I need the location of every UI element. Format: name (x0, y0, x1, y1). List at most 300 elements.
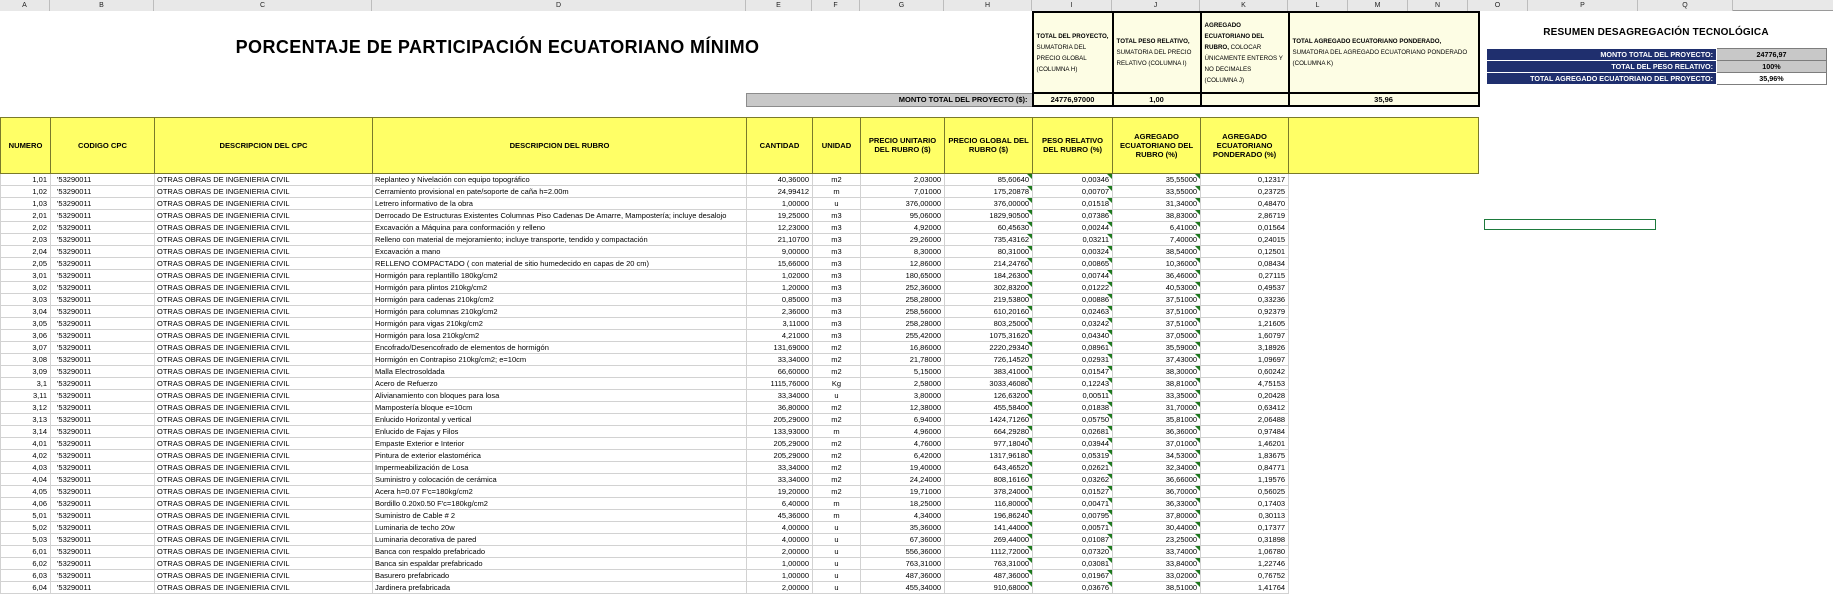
cell-numero[interactable]: 5,02 (1, 521, 51, 533)
cell-codigo-cpc[interactable]: '53290011 (51, 425, 155, 437)
table-row[interactable] (1, 389, 1479, 401)
table-row[interactable] (1, 557, 1479, 569)
cell-peso-relativo[interactable]: 0,00707 (1033, 185, 1113, 197)
cell-peso-relativo[interactable]: 0,12243 (1033, 377, 1113, 389)
cell-precio-unitario[interactable]: 487,36000 (861, 569, 945, 581)
cell-descripcion-cpc[interactable]: OTRAS OBRAS DE INGENIERIA CIVIL (155, 269, 373, 281)
table-row[interactable] (1, 377, 1479, 389)
table-row[interactable] (1, 293, 1479, 305)
cell-codigo-cpc[interactable]: '53290011 (51, 473, 155, 485)
cell-unidad[interactable]: m2 (813, 473, 861, 485)
cell-numero[interactable]: 4,03 (1, 461, 51, 473)
cell-agregado-ponderado[interactable]: 0,12317 (1201, 173, 1289, 185)
cell-agregado-rubro[interactable]: 36,70000 (1113, 485, 1201, 497)
active-cell-selection[interactable] (1484, 219, 1656, 230)
cell-descripcion-cpc[interactable]: OTRAS OBRAS DE INGENIERIA CIVIL (155, 257, 373, 269)
cell-agregado-ponderado[interactable]: 0,30113 (1201, 509, 1289, 521)
cell-codigo-cpc[interactable]: '53290011 (51, 401, 155, 413)
cell-precio-unitario[interactable]: 4,34000 (861, 509, 945, 521)
cell-agregado-ponderado[interactable]: 0,33236 (1201, 293, 1289, 305)
cell-cantidad[interactable]: 205,29000 (747, 437, 813, 449)
cell-codigo-cpc[interactable]: '53290011 (51, 545, 155, 557)
cell-peso-relativo[interactable]: 0,00511 (1033, 389, 1113, 401)
cell-descripcion-rubro[interactable]: Derrocado De Estructuras Existentes Columnas Piso Cadenas De Amarre, Mampostería; incluye desalojo (373, 209, 747, 221)
cell-agregado-ponderado[interactable]: 4,75153 (1201, 377, 1289, 389)
column-header-O[interactable]: O (1468, 0, 1528, 11)
cell-precio-unitario[interactable]: 7,01000 (861, 185, 945, 197)
cell-cantidad[interactable]: 1,20000 (747, 281, 813, 293)
cell-numero[interactable]: 3,02 (1, 281, 51, 293)
cell-descripcion-rubro[interactable]: Encofrado/Desencofrado de elementos de hormigón (373, 341, 747, 353)
table-row[interactable] (1, 269, 1479, 281)
table-row[interactable] (1, 221, 1479, 233)
cell-descripcion-cpc[interactable]: OTRAS OBRAS DE INGENIERIA CIVIL (155, 233, 373, 245)
column-header-L[interactable]: L (1288, 0, 1348, 11)
cell-unidad[interactable]: m3 (813, 317, 861, 329)
cell-precio-unitario[interactable]: 12,38000 (861, 401, 945, 413)
cell-numero[interactable]: 6,01 (1, 545, 51, 557)
cell-numero[interactable]: 2,04 (1, 245, 51, 257)
cell-numero[interactable]: 2,03 (1, 233, 51, 245)
cell-agregado-rubro[interactable]: 33,74000 (1113, 545, 1201, 557)
cell-cantidad[interactable]: 33,34000 (747, 389, 813, 401)
table-row[interactable] (1, 341, 1479, 353)
cell-descripcion-cpc[interactable]: OTRAS OBRAS DE INGENIERIA CIVIL (155, 485, 373, 497)
cell-codigo-cpc[interactable]: '53290011 (51, 305, 155, 317)
cell-precio-unitario[interactable]: 19,40000 (861, 461, 945, 473)
table-row[interactable] (1, 521, 1479, 533)
cell-precio-global[interactable]: 1829,90500 (945, 209, 1033, 221)
cell-precio-global[interactable]: 184,26300 (945, 269, 1033, 281)
cell-codigo-cpc[interactable]: '53290011 (51, 341, 155, 353)
column-header-H[interactable]: H (944, 0, 1032, 11)
cell-agregado-ponderado[interactable]: 1,09697 (1201, 353, 1289, 365)
table-row[interactable] (1, 533, 1479, 545)
cell-peso-relativo[interactable]: 0,05750 (1033, 413, 1113, 425)
cell-numero[interactable]: 3,14 (1, 425, 51, 437)
cell-peso-relativo[interactable]: 0,03262 (1033, 473, 1113, 485)
column-header-N[interactable]: N (1408, 0, 1468, 11)
cell-agregado-rubro[interactable]: 38,30000 (1113, 365, 1201, 377)
cell-cantidad[interactable]: 2,36000 (747, 305, 813, 317)
column-header-J[interactable]: J (1112, 0, 1200, 11)
cell-precio-unitario[interactable]: 4,96000 (861, 425, 945, 437)
cell-descripcion-cpc[interactable]: OTRAS OBRAS DE INGENIERIA CIVIL (155, 425, 373, 437)
table-row[interactable] (1, 401, 1479, 413)
cell-cantidad[interactable]: 131,69000 (747, 341, 813, 353)
cell-precio-global[interactable]: 977,18040 (945, 437, 1033, 449)
cell-precio-unitario[interactable]: 180,65000 (861, 269, 945, 281)
cell-agregado-rubro[interactable]: 36,46000 (1113, 269, 1201, 281)
cell-precio-global[interactable]: 1112,72000 (945, 545, 1033, 557)
table-row[interactable] (1, 473, 1479, 485)
cell-descripcion-rubro[interactable]: Hormigón para vigas 210kg/cm2 (373, 317, 747, 329)
cell-agregado-ponderado[interactable]: 1,19576 (1201, 473, 1289, 485)
cell-descripcion-rubro[interactable]: Relleno con material de mejoramiento; incluye transporte, tendido y compactación (373, 233, 747, 245)
cell-descripcion-rubro[interactable]: Empaste Exterior e Interior (373, 437, 747, 449)
cell-cantidad[interactable]: 66,60000 (747, 365, 813, 377)
cell-unidad[interactable]: m3 (813, 269, 861, 281)
cell-peso-relativo[interactable]: 0,00244 (1033, 221, 1113, 233)
cell-agregado-ponderado[interactable]: 0,48470 (1201, 197, 1289, 209)
cell-codigo-cpc[interactable]: '53290011 (51, 557, 155, 569)
cell-descripcion-rubro[interactable]: Suministro y colocación de cerámica (373, 473, 747, 485)
cell-cantidad[interactable]: 4,00000 (747, 521, 813, 533)
cell-numero[interactable]: 3,09 (1, 365, 51, 377)
column-header-I[interactable]: I (1032, 0, 1112, 11)
cell-agregado-ponderado[interactable]: 3,18926 (1201, 341, 1289, 353)
column-header-A[interactable]: A (0, 0, 50, 11)
band-total-proyecto[interactable]: 24776,97000 (1033, 93, 1113, 106)
cell-precio-unitario[interactable]: 95,06000 (861, 209, 945, 221)
summary-value[interactable]: 100% (1717, 61, 1827, 73)
cell-descripcion-cpc[interactable]: OTRAS OBRAS DE INGENIERIA CIVIL (155, 173, 373, 185)
cell-unidad[interactable]: m3 (813, 221, 861, 233)
cell-numero[interactable]: 3,1 (1, 377, 51, 389)
cell-peso-relativo[interactable]: 0,07386 (1033, 209, 1113, 221)
cell-numero[interactable]: 3,03 (1, 293, 51, 305)
cell-unidad[interactable]: u (813, 581, 861, 593)
cell-numero[interactable]: 6,03 (1, 569, 51, 581)
cell-unidad[interactable]: u (813, 197, 861, 209)
cell-agregado-ponderado[interactable]: 1,46201 (1201, 437, 1289, 449)
cell-descripcion-rubro[interactable]: Hormigón para cadenas 210kg/cm2 (373, 293, 747, 305)
cell-numero[interactable]: 2,05 (1, 257, 51, 269)
cell-numero[interactable]: 3,04 (1, 305, 51, 317)
cell-unidad[interactable]: m3 (813, 245, 861, 257)
cell-agregado-rubro[interactable]: 40,53000 (1113, 281, 1201, 293)
cell-descripcion-rubro[interactable]: Acero de Refuerzo (373, 377, 747, 389)
cell-peso-relativo[interactable]: 0,04340 (1033, 329, 1113, 341)
cell-descripcion-rubro[interactable]: Acera h=0.07 F'c=180kg/cm2 (373, 485, 747, 497)
cell-descripcion-cpc[interactable]: OTRAS OBRAS DE INGENIERIA CIVIL (155, 473, 373, 485)
cell-codigo-cpc[interactable]: '53290011 (51, 389, 155, 401)
band-peso-relativo[interactable]: 1,00 (1113, 93, 1201, 106)
cell-precio-global[interactable]: 808,16160 (945, 473, 1033, 485)
cell-descripcion-cpc[interactable]: OTRAS OBRAS DE INGENIERIA CIVIL (155, 521, 373, 533)
header-peso-relativo[interactable]: PESO RELATIVO DEL RUBRO (%) (1033, 117, 1113, 173)
cell-peso-relativo[interactable]: 0,05319 (1033, 449, 1113, 461)
cell-cantidad[interactable]: 36,80000 (747, 401, 813, 413)
cell-descripcion-cpc[interactable]: OTRAS OBRAS DE INGENIERIA CIVIL (155, 185, 373, 197)
cell-peso-relativo[interactable]: 0,01222 (1033, 281, 1113, 293)
cell-codigo-cpc[interactable]: '53290011 (51, 257, 155, 269)
header-numero[interactable]: NUMERO (1, 117, 51, 173)
table-row[interactable] (1, 545, 1479, 557)
cell-precio-global[interactable]: 80,31000 (945, 245, 1033, 257)
cell-agregado-rubro[interactable]: 30,44000 (1113, 521, 1201, 533)
cell-agregado-ponderado[interactable]: 1,41764 (1201, 581, 1289, 593)
cell-agregado-ponderado[interactable]: 0,23725 (1201, 185, 1289, 197)
cell-numero[interactable]: 1,03 (1, 197, 51, 209)
cell-agregado-rubro[interactable]: 37,01000 (1113, 437, 1201, 449)
cell-agregado-rubro[interactable]: 36,66000 (1113, 473, 1201, 485)
cell-agregado-ponderado[interactable]: 0,24015 (1201, 233, 1289, 245)
cell-precio-global[interactable]: 126,63200 (945, 389, 1033, 401)
cell-codigo-cpc[interactable]: '53290011 (51, 317, 155, 329)
cell-numero[interactable]: 3,07 (1, 341, 51, 353)
cell-precio-unitario[interactable]: 2,03000 (861, 173, 945, 185)
cell-descripcion-rubro[interactable]: Hormigón para columnas 210kg/cm2 (373, 305, 747, 317)
cell-precio-global[interactable]: 643,46520 (945, 461, 1033, 473)
cell-precio-unitario[interactable]: 6,94000 (861, 413, 945, 425)
cell-codigo-cpc[interactable]: '53290011 (51, 173, 155, 185)
cell-precio-unitario[interactable]: 3,80000 (861, 389, 945, 401)
cell-agregado-rubro[interactable]: 36,33000 (1113, 497, 1201, 509)
cell-agregado-ponderado[interactable]: 0,84771 (1201, 461, 1289, 473)
cell-codigo-cpc[interactable]: '53290011 (51, 533, 155, 545)
cell-precio-global[interactable]: 214,24760 (945, 257, 1033, 269)
table-row[interactable] (1, 233, 1479, 245)
header-precio-unitario[interactable]: PRECIO UNITARIO DEL RUBRO ($) (861, 117, 945, 173)
cell-precio-global[interactable]: 378,24000 (945, 485, 1033, 497)
cell-numero[interactable]: 3,11 (1, 389, 51, 401)
cell-unidad[interactable]: u (813, 569, 861, 581)
cell-agregado-rubro[interactable]: 33,02000 (1113, 569, 1201, 581)
table-row[interactable] (1, 185, 1479, 197)
cell-peso-relativo[interactable]: 0,01087 (1033, 533, 1113, 545)
cell-unidad[interactable]: m3 (813, 257, 861, 269)
cell-peso-relativo[interactable]: 0,02931 (1033, 353, 1113, 365)
table-row[interactable] (1, 305, 1479, 317)
cell-agregado-rubro[interactable]: 33,55000 (1113, 185, 1201, 197)
cell-cantidad[interactable]: 21,10700 (747, 233, 813, 245)
table-row[interactable] (1, 209, 1479, 221)
cell-descripcion-cpc[interactable]: OTRAS OBRAS DE INGENIERIA CIVIL (155, 293, 373, 305)
cell-descripcion-rubro[interactable]: Luminaria de techo 20w (373, 521, 747, 533)
column-header-Q[interactable]: Q (1638, 0, 1733, 11)
cell-agregado-ponderado[interactable]: 0,31898 (1201, 533, 1289, 545)
cell-peso-relativo[interactable]: 0,03081 (1033, 557, 1113, 569)
cell-unidad[interactable]: m2 (813, 449, 861, 461)
table-row[interactable] (1, 581, 1479, 593)
header-precio-global[interactable]: PRECIO GLOBAL DEL RUBRO ($) (945, 117, 1033, 173)
cell-cantidad[interactable]: 3,11000 (747, 317, 813, 329)
cell-descripcion-rubro[interactable]: Excavación a mano (373, 245, 747, 257)
cell-cantidad[interactable]: 24,99412 (747, 185, 813, 197)
cell-agregado-ponderado[interactable]: 1,22746 (1201, 557, 1289, 569)
cell-numero[interactable]: 1,02 (1, 185, 51, 197)
cell-agregado-rubro[interactable]: 23,25000 (1113, 533, 1201, 545)
cell-agregado-rubro[interactable]: 35,55000 (1113, 173, 1201, 185)
cell-precio-unitario[interactable]: 376,00000 (861, 197, 945, 209)
cell-codigo-cpc[interactable]: '53290011 (51, 365, 155, 377)
column-header-F[interactable]: F (812, 0, 860, 11)
cell-peso-relativo[interactable]: 0,01527 (1033, 485, 1113, 497)
cell-cantidad[interactable]: 4,00000 (747, 533, 813, 545)
cell-descripcion-cpc[interactable]: OTRAS OBRAS DE INGENIERIA CIVIL (155, 341, 373, 353)
cell-cantidad[interactable]: 4,21000 (747, 329, 813, 341)
cell-agregado-ponderado[interactable]: 1,21605 (1201, 317, 1289, 329)
table-row[interactable] (1, 245, 1479, 257)
cell-agregado-ponderado[interactable]: 0,76752 (1201, 569, 1289, 581)
cell-peso-relativo[interactable]: 0,01518 (1033, 197, 1113, 209)
cell-descripcion-cpc[interactable]: OTRAS OBRAS DE INGENIERIA CIVIL (155, 197, 373, 209)
cell-precio-unitario[interactable]: 556,36000 (861, 545, 945, 557)
cell-agregado-rubro[interactable]: 33,84000 (1113, 557, 1201, 569)
cell-unidad[interactable]: m3 (813, 281, 861, 293)
cell-agregado-ponderado[interactable]: 0,97484 (1201, 425, 1289, 437)
cell-peso-relativo[interactable]: 0,02681 (1033, 425, 1113, 437)
cell-cantidad[interactable]: 33,34000 (747, 473, 813, 485)
cell-precio-unitario[interactable]: 67,36000 (861, 533, 945, 545)
cell-descripcion-rubro[interactable]: Hormigón en Contrapiso 210kg/cm2; e=10cm (373, 353, 747, 365)
cell-cantidad[interactable]: 2,00000 (747, 581, 813, 593)
cell-unidad[interactable]: m2 (813, 173, 861, 185)
cell-numero[interactable]: 6,02 (1, 557, 51, 569)
cell-descripcion-cpc[interactable]: OTRAS OBRAS DE INGENIERIA CIVIL (155, 329, 373, 341)
column-header-G[interactable]: G (860, 0, 944, 11)
cell-unidad[interactable]: m2 (813, 353, 861, 365)
cell-cantidad[interactable]: 2,00000 (747, 545, 813, 557)
cell-agregado-ponderado[interactable]: 1,83675 (1201, 449, 1289, 461)
cell-agregado-rubro[interactable]: 10,36000 (1113, 257, 1201, 269)
cell-peso-relativo[interactable]: 0,07320 (1033, 545, 1113, 557)
cell-numero[interactable]: 2,02 (1, 221, 51, 233)
cell-descripcion-rubro[interactable]: Enlucido Horizontal y vertical (373, 413, 747, 425)
cell-agregado-rubro[interactable]: 35,59000 (1113, 341, 1201, 353)
cell-descripcion-rubro[interactable]: Hormigón para replantillo 180kg/cm2 (373, 269, 747, 281)
cell-numero[interactable]: 3,01 (1, 269, 51, 281)
cell-precio-global[interactable]: 269,44000 (945, 533, 1033, 545)
column-header-E[interactable]: E (746, 0, 812, 11)
cell-precio-global[interactable]: 141,44000 (945, 521, 1033, 533)
cell-codigo-cpc[interactable]: '53290011 (51, 245, 155, 257)
cell-agregado-ponderado[interactable]: 0,56025 (1201, 485, 1289, 497)
cell-numero[interactable]: 3,08 (1, 353, 51, 365)
cell-unidad[interactable]: m (813, 185, 861, 197)
cell-precio-global[interactable]: 383,41000 (945, 365, 1033, 377)
table-row[interactable] (1, 353, 1479, 365)
cell-unidad[interactable]: m (813, 497, 861, 509)
cell-precio-unitario[interactable]: 5,15000 (861, 365, 945, 377)
column-header-P[interactable]: P (1528, 0, 1638, 11)
cell-numero[interactable]: 4,06 (1, 497, 51, 509)
cell-codigo-cpc[interactable]: '53290011 (51, 377, 155, 389)
header-unidad[interactable]: UNIDAD (813, 117, 861, 173)
cell-descripcion-cpc[interactable]: OTRAS OBRAS DE INGENIERIA CIVIL (155, 305, 373, 317)
cell-descripcion-rubro[interactable]: RELLENO COMPACTADO ( con material de sitio humedecido en capas de 20 cm) (373, 257, 747, 269)
cell-peso-relativo[interactable]: 0,00346 (1033, 173, 1113, 185)
cell-precio-global[interactable]: 910,68000 (945, 581, 1033, 593)
cell-precio-unitario[interactable]: 16,86000 (861, 341, 945, 353)
cell-descripcion-rubro[interactable]: Malla Electrosoldada (373, 365, 747, 377)
cell-precio-global[interactable]: 3033,46080 (945, 377, 1033, 389)
cell-descripcion-cpc[interactable]: OTRAS OBRAS DE INGENIERIA CIVIL (155, 353, 373, 365)
cell-peso-relativo[interactable]: 0,01547 (1033, 365, 1113, 377)
cell-precio-global[interactable]: 1075,31620 (945, 329, 1033, 341)
table-row[interactable] (1, 197, 1479, 209)
summary-value[interactable]: 35,96% (1717, 73, 1827, 85)
summary-value[interactable]: 24776,97 (1717, 49, 1827, 61)
table-row[interactable] (1, 449, 1479, 461)
table-row[interactable] (1, 173, 1479, 185)
cell-codigo-cpc[interactable]: '53290011 (51, 329, 155, 341)
cell-numero[interactable]: 2,01 (1, 209, 51, 221)
cell-descripcion-rubro[interactable]: Hormigón para losa 210kg/cm2 (373, 329, 747, 341)
cell-cantidad[interactable]: 1,00000 (747, 569, 813, 581)
cell-agregado-rubro[interactable]: 37,51000 (1113, 293, 1201, 305)
cell-codigo-cpc[interactable]: '53290011 (51, 269, 155, 281)
cell-peso-relativo[interactable]: 0,01838 (1033, 401, 1113, 413)
cell-agregado-ponderado[interactable]: 2,86719 (1201, 209, 1289, 221)
cell-numero[interactable]: 5,01 (1, 509, 51, 521)
cell-unidad[interactable]: m2 (813, 365, 861, 377)
cell-peso-relativo[interactable]: 0,02463 (1033, 305, 1113, 317)
cell-codigo-cpc[interactable]: '53290011 (51, 209, 155, 221)
cell-descripcion-cpc[interactable]: OTRAS OBRAS DE INGENIERIA CIVIL (155, 437, 373, 449)
cell-unidad[interactable]: u (813, 533, 861, 545)
cell-precio-unitario[interactable]: 35,36000 (861, 521, 945, 533)
cell-cantidad[interactable]: 33,34000 (747, 461, 813, 473)
cell-agregado-rubro[interactable]: 38,54000 (1113, 245, 1201, 257)
cell-descripcion-cpc[interactable]: OTRAS OBRAS DE INGENIERIA CIVIL (155, 569, 373, 581)
cell-agregado-ponderado[interactable]: 0,92379 (1201, 305, 1289, 317)
cell-descripcion-rubro[interactable]: Excavación a Máquina para conformación y relleno (373, 221, 747, 233)
cell-precio-unitario[interactable]: 29,26000 (861, 233, 945, 245)
cell-cantidad[interactable]: 0,85000 (747, 293, 813, 305)
cell-descripcion-cpc[interactable]: OTRAS OBRAS DE INGENIERIA CIVIL (155, 377, 373, 389)
cell-precio-global[interactable]: 1424,71260 (945, 413, 1033, 425)
cell-peso-relativo[interactable]: 0,00865 (1033, 257, 1113, 269)
cell-precio-global[interactable]: 116,80000 (945, 497, 1033, 509)
cell-descripcion-cpc[interactable]: OTRAS OBRAS DE INGENIERIA CIVIL (155, 581, 373, 593)
cell-precio-global[interactable]: 196,86240 (945, 509, 1033, 521)
cell-precio-unitario[interactable]: 4,76000 (861, 437, 945, 449)
cell-descripcion-rubro[interactable]: Letrero informativo de la obra (373, 197, 747, 209)
cell-codigo-cpc[interactable]: '53290011 (51, 449, 155, 461)
cell-descripcion-cpc[interactable]: OTRAS OBRAS DE INGENIERIA CIVIL (155, 557, 373, 569)
cell-precio-unitario[interactable]: 258,28000 (861, 293, 945, 305)
cell-precio-global[interactable]: 1317,96180 (945, 449, 1033, 461)
cell-precio-global[interactable]: 302,83200 (945, 281, 1033, 293)
cell-precio-unitario[interactable]: 24,24000 (861, 473, 945, 485)
cell-precio-unitario[interactable]: 6,42000 (861, 449, 945, 461)
cell-numero[interactable]: 5,03 (1, 533, 51, 545)
cell-cantidad[interactable]: 9,00000 (747, 245, 813, 257)
cell-cantidad[interactable]: 6,40000 (747, 497, 813, 509)
cell-descripcion-cpc[interactable]: OTRAS OBRAS DE INGENIERIA CIVIL (155, 365, 373, 377)
cell-agregado-rubro[interactable]: 38,51000 (1113, 581, 1201, 593)
cell-descripcion-cpc[interactable]: OTRAS OBRAS DE INGENIERIA CIVIL (155, 221, 373, 233)
cell-unidad[interactable]: u (813, 557, 861, 569)
cell-peso-relativo[interactable]: 0,00795 (1033, 509, 1113, 521)
cell-descripcion-rubro[interactable]: Alivianamiento con bloques para losa (373, 389, 747, 401)
column-header-M[interactable]: M (1348, 0, 1408, 11)
cell-precio-global[interactable]: 85,60640 (945, 173, 1033, 185)
cell-agregado-ponderado[interactable]: 0,63412 (1201, 401, 1289, 413)
table-row[interactable] (1, 281, 1479, 293)
cell-cantidad[interactable]: 1,00000 (747, 197, 813, 209)
cell-agregado-ponderado[interactable]: 1,60797 (1201, 329, 1289, 341)
cell-unidad[interactable]: m3 (813, 293, 861, 305)
header-agregado-ponderado[interactable]: AGREGADO ECUATORIANO PONDERADO (%) (1201, 117, 1289, 173)
cell-descripcion-rubro[interactable]: Bordillo 0.20x0.50 F'c=180kg/cm2 (373, 497, 747, 509)
cell-descripcion-rubro[interactable]: Replanteo y Nivelación con equipo topográfico (373, 173, 747, 185)
cell-precio-unitario[interactable]: 455,34000 (861, 581, 945, 593)
cell-descripcion-cpc[interactable]: OTRAS OBRAS DE INGENIERIA CIVIL (155, 509, 373, 521)
cell-agregado-rubro[interactable]: 31,34000 (1113, 197, 1201, 209)
cell-numero[interactable]: 4,02 (1, 449, 51, 461)
cell-numero[interactable]: 3,05 (1, 317, 51, 329)
cell-agregado-ponderado[interactable]: 0,27115 (1201, 269, 1289, 281)
cell-cantidad[interactable]: 205,29000 (747, 413, 813, 425)
cell-numero[interactable]: 3,13 (1, 413, 51, 425)
cell-codigo-cpc[interactable]: '53290011 (51, 293, 155, 305)
cell-unidad[interactable]: m (813, 425, 861, 437)
cell-agregado-ponderado[interactable]: 2,06488 (1201, 413, 1289, 425)
cell-codigo-cpc[interactable]: '53290011 (51, 185, 155, 197)
